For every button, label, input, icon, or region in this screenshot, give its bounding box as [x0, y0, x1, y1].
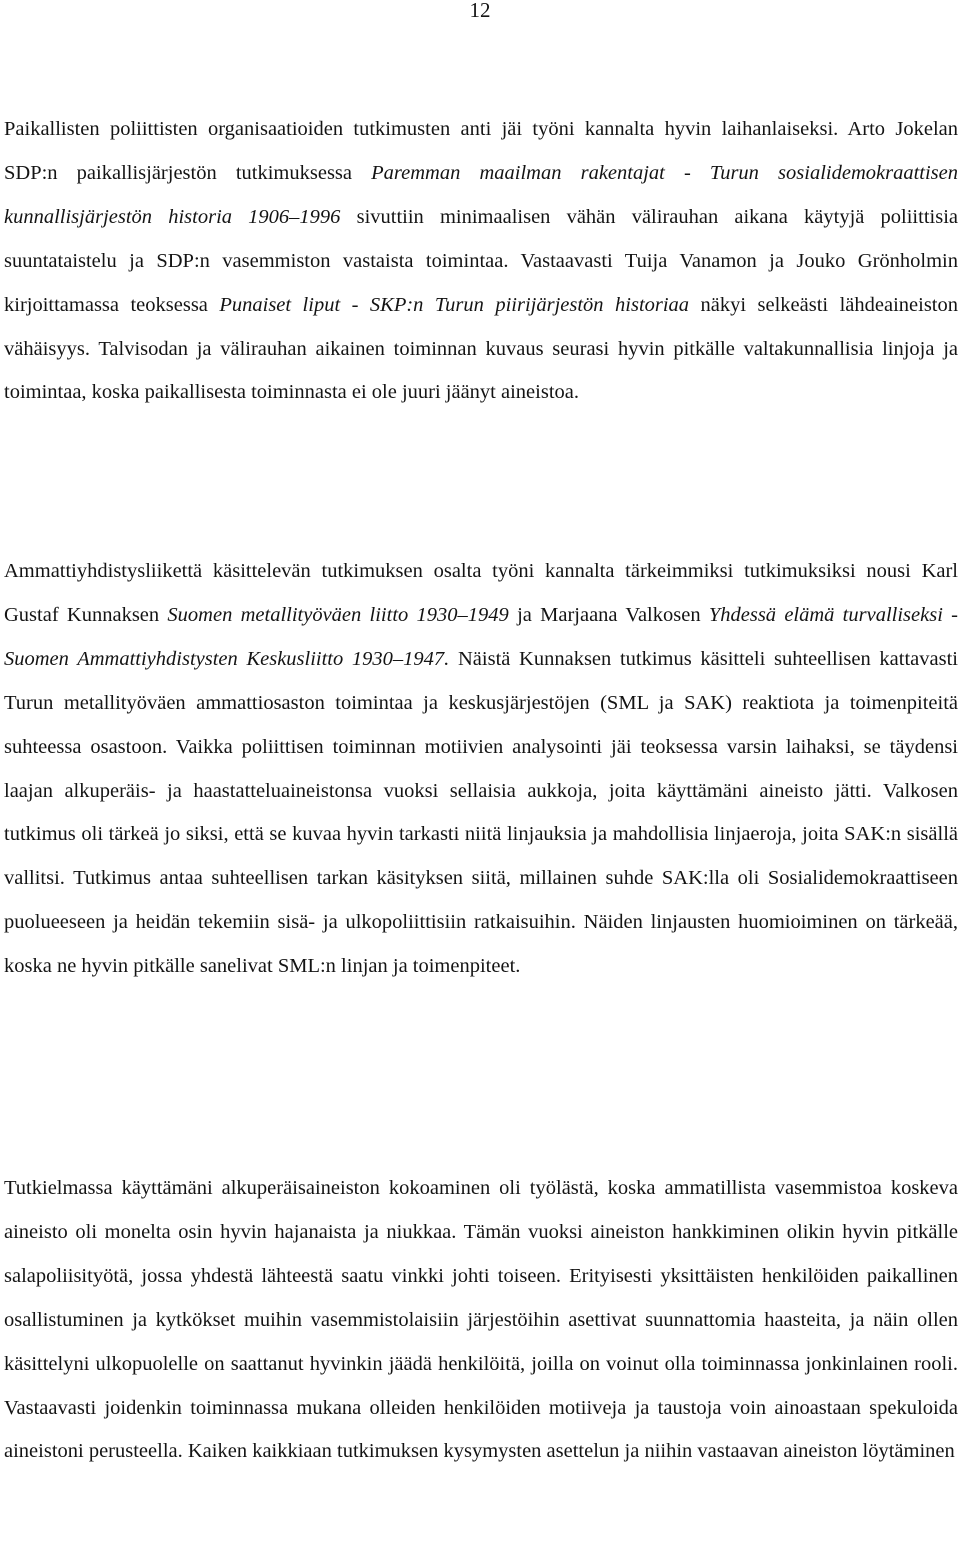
text-segment: Näistä Kunnaksen tutkimus käsitteli suhteellisen kattavasti Turun metallityöväen ammattiosaston toimintaa ja keskusjärjestöjen (SML ja SAK) reaktiota ja toimenpiteitä suhteessa osastoon. Vaikka poliittisen toiminnan motiivien analysointi jäi teoksessa varsin laihaksi, se täydensi laajan alkuperäis- ja haastatteluaineistonsa vuoksi sellaisia aukkoja, joita käyttämäni aineisto jätti. Valkosen tutkimus oli tärkeä jo siksi, että se kuvaa hyvin tarkasti niitä linjauksia ja mahdollisia linjaeroja, joita SAK:n sisällä vallitsi. Tutkimus antaa suhteellisen tarkan käsityksen siitä, millainen suhde SAK:lla oli Sosialidemokraattiseen puolueeseen ja heidän tekemiin sisä- ja ulkopoliittisiin ratkaisuihin. Näiden linjausten huomioiminen on tärkeää, koska ne hyvin pitkälle sanelivat SML:n linjan ja toimenpiteet.	[4, 647, 958, 978]
text-segment: sivuttiin minimaalisen vähän välirauhan aikana käytyjä poliittisia suuntataistelu ja SDP:n vasemmiston vastaista toimintaa. Vastaavasti Tuija Vanamon ja Jouko Grönholmin kirjoittamassa teoksessa	[4, 205, 958, 316]
book-title-italic: Punaiset liput - SKP:n Turun piirijärjestön historiaa	[219, 293, 690, 316]
text-segment: Paikallisten poliittisten organisaatioiden tutkimusten anti jäi työni kannalta hyvin laihanlaiseksi. Arto Jokelan SDP:n paikallisjärjestön tutkimuksessa	[4, 118, 958, 184]
paragraph-trade-union-research	[4, 550, 958, 989]
page-number: 12	[469, 0, 491, 22]
text-segment: ja Marjaana Valkosen	[508, 603, 709, 626]
book-title-italic: Suomen metallityöväen liitto 1930–1949	[167, 603, 509, 626]
book-title-italic: Paremman maailman rakentajat - Turun sosialidemokraattisen kunnallisjärjestön historia 1906–1996	[4, 161, 958, 228]
paragraph-source-material	[4, 1167, 958, 1474]
text-segment: näkyi selkeästi lähdeaineiston vähäisyys. Talvisodan ja välirauhan aikainen toiminnan kuvaus seurasi hyvin pitkälle valtakunnallisia linjoja ja toimintaa, koska paikallisesta toiminnasta ei ole juuri jäänyt aineistoa.	[4, 293, 958, 404]
text-segment: Tutkielmassa käyttämäni alkuperäisaineiston kokoaminen oli työlästä, koska ammatillista vasemmistoa koskeva aineisto oli monelta osin hyvin hajanaista ja niukkaa. Tämän vuoksi aineiston hankkiminen olikin hyvin pitkälle salapoliisityötä, jossa yhdestä lähteestä saatu vinkki johti toiseen. Erityisesti yksittäisten henkilöiden paikallinen osallistuminen ja kytkökset muihin vasemmistolaisiin järjestöihin asettivat suunnattomia haasteita, ja näin ollen käsittelyni ulkopuolelle on saattanut hyvinkin jäädä henkilöitä, joilla on voinut olla toiminnassa jonkinlainen rooli. Vastaavasti joidenkin toiminnassa mukana olleiden henkilöiden motiiveja ja taustoja voin ainoastaan spekuloida aineistoni perusteella. Kaiken kaikkiaan tutkimuksen kysymysten asettelun ja niihin vastaavan aineiston löytäminen	[4, 1177, 958, 1463]
paragraph-local-political-research	[4, 108, 958, 415]
book-title-italic: Yhdessä elämä turvalliseksi - Suomen Ammattiyhdistysten Keskusliitto 1930–1947.	[4, 603, 958, 670]
text-segment: Ammattiyhdistysliikettä käsittelevän tutkimuksen osalta työni kannalta tärkeimmiksi tutkimuksiksi nousi Karl Gustaf Kunnaksen	[4, 560, 958, 626]
